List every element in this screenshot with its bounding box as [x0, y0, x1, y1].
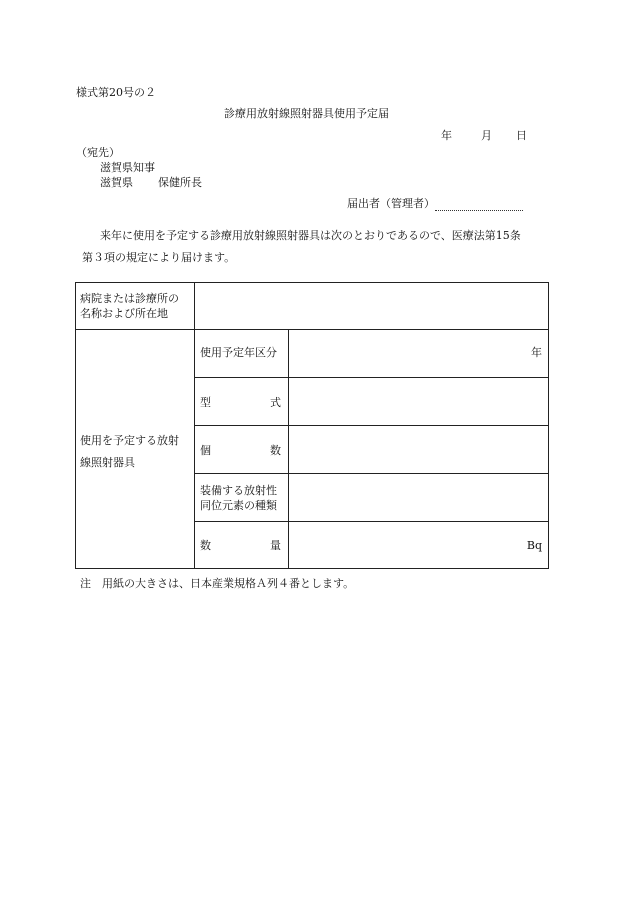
document-title: 診療用放射線照射器具使用予定届: [224, 107, 389, 120]
table-subrow-divider: [194, 377, 549, 378]
date-year-label: 年: [441, 129, 452, 142]
table-border-left: [75, 282, 76, 569]
table-border-right: [548, 282, 549, 569]
notifier-label: 届出者（管理者）: [347, 197, 435, 210]
device-label-line1: 使用を予定する放射: [80, 434, 179, 447]
device-label-line2: 線照射器具: [80, 456, 135, 469]
hospital-label-line2: 名称および所在地: [80, 307, 168, 320]
amount-field[interactable]: [290, 523, 495, 567]
table-row-divider: [75, 329, 549, 330]
paper-size-note: 注 用紙の大きさは、日本産業規格Ａ列４番とします。: [80, 577, 355, 590]
amount-unit-bq: Bq: [526, 539, 542, 552]
notifier-line: [347, 197, 523, 211]
date-month-label: 月: [481, 129, 492, 142]
table-subrow-divider: [194, 521, 549, 522]
table-subrow-divider: [194, 425, 549, 426]
table-column-divider: [194, 282, 195, 569]
form-number: 様式第20号の２: [76, 86, 156, 99]
usage-year-field[interactable]: [290, 331, 495, 376]
body-text-line1: 来年に使用を予定する診療用放射線照射器具は次のとおりであるので、医療法第15条: [100, 229, 521, 242]
addressee-heading: （宛先）: [76, 146, 120, 159]
table-column-divider: [288, 329, 289, 569]
count-label-b: 数: [270, 444, 281, 457]
addressee-governor: 滋賀県知事: [100, 161, 155, 174]
addressee-health-center: 保健所長: [158, 176, 202, 189]
model-label-a: 型: [200, 396, 211, 409]
model-label-b: 式: [270, 396, 281, 409]
usage-year-unit: 年: [531, 346, 542, 359]
addressee-prefecture: 滋賀県: [100, 176, 133, 189]
isotope-type-label-line2: 同位元素の種類: [200, 499, 277, 512]
count-field[interactable]: [290, 427, 547, 472]
table-subrow-divider: [194, 473, 549, 474]
usage-year-label: 使用予定年区分: [200, 346, 277, 359]
model-field[interactable]: [290, 379, 547, 424]
table-border-top: [75, 282, 549, 283]
count-label-a: 個: [200, 444, 211, 457]
table-border-bottom: [75, 568, 549, 569]
isotope-type-field[interactable]: [290, 475, 547, 520]
body-text-line2: 第３項の規定により届けます。: [82, 251, 236, 264]
amount-label-a: 数: [200, 539, 211, 552]
notifier-signature-field: [435, 197, 523, 211]
amount-label-b: 量: [270, 539, 281, 552]
isotope-type-label-line1: 装備する放射性: [200, 484, 277, 497]
date-day-label: 日: [516, 129, 527, 142]
hospital-name-address-field[interactable]: [196, 284, 547, 328]
hospital-label-line1: 病院または診療所の: [80, 292, 179, 305]
